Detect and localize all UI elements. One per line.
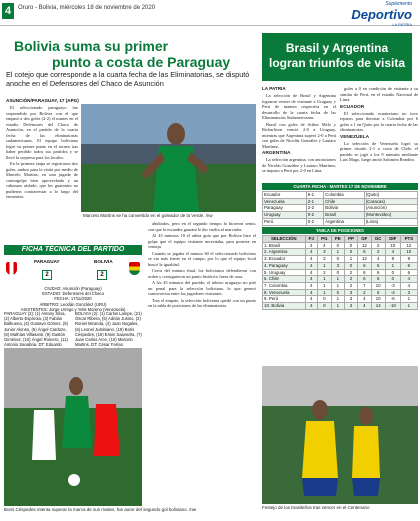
standings-cell: 0 bbox=[331, 269, 344, 276]
result-cell: (Lima) bbox=[364, 218, 417, 225]
standings-cell: 7. Colombia bbox=[263, 282, 306, 289]
standings-cell: 6 bbox=[358, 249, 372, 256]
paragraph: En la primera etapa se registraron dos goles, ambos para la visita por medio de Marcelo Martins, en una jugada de contragolpe bien aprovechada y un cabezazo aislado, que los guaraníes no pudieron contrarrestar a lo largo del encuentro. bbox=[6, 161, 78, 199]
result-cell: Paraguay bbox=[263, 205, 307, 212]
standings-cell: 1 bbox=[317, 262, 331, 269]
standings-cell: 10 bbox=[371, 296, 385, 303]
standings-cell: 6. Chile bbox=[263, 276, 306, 283]
standings-cell: -3 bbox=[385, 282, 400, 289]
result-cell: Chile bbox=[324, 198, 365, 205]
sidebar-column-1 bbox=[262, 93, 336, 179]
standings-cell: 2 bbox=[317, 269, 331, 276]
section-heading: ECUADOR bbox=[340, 104, 365, 110]
result-cell: 0-2 bbox=[306, 218, 323, 225]
column-header: DIF bbox=[385, 236, 400, 243]
paragraph: abultados, pero en el segundo tiempo lo hicieron sentir, con que la escuadra guaraní le dio vuelta al marcador. bbox=[148, 221, 256, 232]
standings-cell: 5. Uruguay bbox=[263, 269, 306, 276]
paragraph: Cuando se jugaba el minuto 60 el seleccionado boliviano se vio más fuerte en el campo, por lo que el equipo local buscó la igualdad. bbox=[148, 250, 256, 267]
standings-cell: 2. Argentina bbox=[263, 249, 306, 256]
ficha-city: CIUDAD: Asunción (Paraguay) bbox=[44, 286, 102, 291]
home-score: 2 bbox=[42, 270, 52, 280]
result-cell: Ecuador bbox=[263, 192, 307, 199]
ficha-teams bbox=[4, 256, 142, 286]
column-header: PG bbox=[317, 236, 331, 243]
ficha-info bbox=[4, 286, 142, 312]
standings-cell: 14 bbox=[371, 303, 385, 310]
standings-cell: -6 bbox=[385, 296, 400, 303]
paraguay-crest-icon bbox=[6, 262, 17, 275]
standings-cell: 1 bbox=[331, 296, 344, 303]
standings-cell: 4 bbox=[305, 249, 317, 256]
standings-cell: 3. Ecuador bbox=[263, 256, 306, 263]
standings-cell: 4 bbox=[400, 282, 417, 289]
ficha-stadium: ESTADIO: Defensores del Chaco bbox=[42, 291, 104, 297]
standings-cell: 4 bbox=[305, 289, 317, 296]
result-cell: (Asunción) bbox=[364, 205, 417, 212]
paragraph: Cerca del minuto final, los bolivianos defendieron con orden y consiguieron un punto histórico fuera de casa. bbox=[148, 268, 256, 279]
result-cell: Venezuela bbox=[263, 198, 307, 205]
sidebar-headline-line-2: logran triunfos de visita bbox=[268, 56, 406, 70]
standings-cell: 3 bbox=[344, 289, 357, 296]
result-cell: 2-2 bbox=[306, 205, 323, 212]
headline-line-2: punto a costa de Paraguay bbox=[52, 54, 231, 70]
paragraph: La selección argentina, con anotaciones de Nicolás González y Lautaro Martínez, se impuso a Perú por 2-0 en Lima. bbox=[262, 157, 336, 173]
photo-caption: Marcelo Martins se ha convertido en el goleador de la Verde. /nw bbox=[83, 213, 213, 218]
standings-row bbox=[263, 282, 418, 289]
page-info: Oruro - Bolivia, miércoles 18 de noviembre de 2020 bbox=[18, 5, 156, 11]
standings-cell: 2 bbox=[344, 276, 357, 283]
sidebar-column-2 bbox=[340, 86, 418, 179]
standings-cell: 4 bbox=[305, 262, 317, 269]
sidebar-headline-line-1: Brasil y Argentina bbox=[285, 41, 389, 55]
standings-cell: 1 bbox=[317, 276, 331, 283]
standings-cell: 1. Brasil bbox=[263, 242, 306, 249]
standings-cell: 4 bbox=[371, 256, 385, 263]
standings-cell: 2 bbox=[344, 269, 357, 276]
standings-cell: 12 bbox=[358, 242, 372, 249]
logo-main: Deportivo bbox=[351, 7, 412, 22]
logo-sub: LA PATRIA bbox=[392, 22, 412, 27]
standings-cell: 0 bbox=[385, 269, 400, 276]
standings-row bbox=[263, 249, 418, 256]
bottom-photo-caption: Boris Céspedes intenta superar la marca de sus rivales, fue autor del segundo gol boliviano. /nw bbox=[4, 507, 197, 512]
ficha-assistants: ASISTENTES: Jorge Urrego y Yelis Moreno (Venezuela) bbox=[20, 306, 126, 312]
photo-brazil-celebration bbox=[262, 366, 418, 504]
standings-cell: 2 bbox=[344, 282, 357, 289]
page-header bbox=[0, 0, 420, 26]
standings-cell: 6 bbox=[400, 262, 417, 269]
column-header: GC bbox=[371, 236, 385, 243]
standings-cell: 6 bbox=[358, 262, 372, 269]
result-cell: Perú bbox=[263, 218, 307, 225]
photo-boris-cespedes bbox=[4, 348, 142, 506]
standings-title: TABLA DE POSICIONES bbox=[262, 227, 418, 234]
standings-cell: 0 bbox=[385, 276, 400, 283]
result-cell: 0-2 bbox=[306, 212, 323, 219]
standings-cell: 6 bbox=[371, 289, 385, 296]
standings-cell: -10 bbox=[385, 303, 400, 310]
standings-cell: 2 bbox=[358, 289, 372, 296]
standings-cell: -4 bbox=[385, 289, 400, 296]
standings-cell: 3 bbox=[400, 289, 417, 296]
standings-row bbox=[263, 269, 418, 276]
standings-cell: 0 bbox=[344, 262, 357, 269]
standings-cell: 10 bbox=[371, 282, 385, 289]
standings-cell: 4 bbox=[305, 296, 317, 303]
standings-cell: 4 bbox=[305, 242, 317, 249]
standings-cell: 2 bbox=[371, 242, 385, 249]
column-header: GF bbox=[358, 236, 372, 243]
article-column-1 bbox=[6, 105, 78, 243]
article-column-2 bbox=[148, 221, 256, 506]
standings-cell: 6 bbox=[358, 276, 372, 283]
standings-cell: 4 bbox=[400, 276, 417, 283]
standings-cell: 1 bbox=[317, 282, 331, 289]
column-header: PE bbox=[331, 236, 344, 243]
standings-cell: 1 bbox=[331, 282, 344, 289]
standings-table bbox=[262, 235, 418, 310]
paragraph: La selección de Brasil y Argentina lograron vencer de visitante a Uruguay y Perú de manera respectiva en el desarrollo de la cuarta fecha de las Eliminatorias Sudamericanas. bbox=[262, 93, 336, 120]
result-cell: Colombia bbox=[324, 192, 365, 199]
standings-cell: 6 bbox=[371, 276, 385, 283]
standings-cell: 6 bbox=[358, 269, 372, 276]
standings-cell: 4. Paraguay bbox=[263, 262, 306, 269]
standings-cell: 4 bbox=[317, 242, 331, 249]
standings-cell: 0 bbox=[317, 296, 331, 303]
deck: El cotejo que corresponde a la cuarta fecha de las Eliminatorias, se disputó anoche en el Defensores del Chaco de Asunción bbox=[6, 70, 250, 88]
standings-cell: 12 bbox=[400, 242, 417, 249]
logo bbox=[351, 1, 412, 27]
standings-cell: 4 bbox=[305, 256, 317, 263]
away-team: BOLIVIA bbox=[94, 259, 113, 264]
result-row bbox=[263, 192, 418, 199]
standings-cell: 2 bbox=[371, 249, 385, 256]
standings-row bbox=[263, 303, 418, 310]
logo-sup: Suplemento bbox=[385, 1, 412, 7]
standings-row bbox=[263, 256, 418, 263]
standings-cell: 3 bbox=[317, 249, 331, 256]
away-score: 2 bbox=[97, 270, 107, 280]
home-team: PARAGUAY bbox=[34, 259, 60, 264]
paragraph: Brasil con goles de Arthur Melo y Richarlison venció 2-0 a Uruguay, mientras que Argentina superó 2-0 a Perú con goles de Nicolás González y Lautaro Martínez. bbox=[262, 121, 336, 149]
column-header: SELECCIÓN bbox=[263, 236, 306, 243]
column-header: PJ bbox=[305, 236, 317, 243]
paragraph: Tras el empate, la selección boliviana quedó con un punto en la tabla de posiciones de las eliminatorias. bbox=[148, 297, 256, 308]
ficha-title: FICHA TÉCNICA DEL PARTIDO bbox=[4, 245, 142, 255]
ficha-referee: ÁRBITRO: Leodán González (URU) bbox=[39, 301, 107, 307]
standings-cell: 0 bbox=[344, 242, 357, 249]
result-row bbox=[263, 198, 418, 205]
standings-cell: 1 bbox=[385, 262, 400, 269]
result-row bbox=[263, 218, 418, 225]
paragraph: Al 45 minutos 18 el atleta guía que por Bolivia hizo el golpe que el equipo visitante necesitaba, para ponerse en ventaja. bbox=[148, 233, 256, 249]
standings-cell: 1 bbox=[331, 249, 344, 256]
standings-cell: 0 bbox=[331, 242, 344, 249]
result-cell: (Caracas) bbox=[364, 198, 417, 205]
standings-cell: 7 bbox=[358, 282, 372, 289]
standings-cell: 6 bbox=[400, 269, 417, 276]
result-cell: (Quito) bbox=[364, 192, 417, 199]
standings-cell: 4 bbox=[305, 303, 317, 310]
standings-cell: 3 bbox=[344, 303, 357, 310]
paragraph: La selección de Venezuela logró su primer triunfo 2-1 a costa de Chile, el partido se jugó a los 9 minutos mediante Luis Mago, luego anotó Salomón Rondón. bbox=[340, 140, 418, 162]
table-header-row bbox=[263, 236, 418, 243]
photo-marcelo-martins bbox=[81, 104, 256, 212]
result-cell: Uruguay bbox=[263, 212, 307, 219]
lineup-text: PARAGUAY (2): (1) Antony Silva, (2) Alberto Espínola, (3) Fabián Balbuena, (4) Gustavo Gómez, (5) Junior Alonso, (6) Ángel Cardozo, (8) Mathías Villasanti, (9) Gastón Giménez, (10) Ángel Romero, (11) Antonio Sanabria. DT: Eduardo bbox=[4, 311, 69, 348]
section-heading: VENEZUELA bbox=[340, 134, 370, 140]
standings-row bbox=[263, 276, 418, 283]
standings-cell: 10. Bolivia bbox=[263, 303, 306, 310]
lineup-text: BOLIVIA (2): (1) Carlos Lampe, (21) Óscar Ribera, (5) Adrián Jusino, (2) Roniel Miranda, (4) Juan Nogales, (6) Leonel Justiniano, (19) Boris Céspedes, (16) Erwin Saavedra, (7) Juan Carlos Arce, (10) Marcelo Martins. DT: César Farías. bbox=[75, 311, 142, 348]
standings-row bbox=[263, 296, 418, 303]
result-cell: 2-1 bbox=[306, 198, 323, 205]
headline-line-1: Bolivia suma su primer bbox=[14, 38, 169, 54]
ficha-date: FECHA: 17/11/2020 bbox=[54, 296, 92, 302]
standings-cell: 3 bbox=[344, 296, 357, 303]
byline: ASUNCIÓN/PARAGUAY, 17 (APG) bbox=[6, 98, 79, 103]
standings-cell: 4 bbox=[358, 303, 372, 310]
standings-cell: 9 bbox=[400, 256, 417, 263]
standings-cell: 3 bbox=[331, 262, 344, 269]
standings-cell: 4 bbox=[358, 296, 372, 303]
standings-cell: 1 bbox=[331, 303, 344, 310]
paragraph: El seleccionado ecuatoriano no tuvo reparos para derrotar a Colombia por 6 goles a 1 en Quito por la cuarta fecha de las eliminatorias. bbox=[340, 110, 418, 132]
results-table bbox=[262, 191, 418, 226]
standings-cell: 4 bbox=[305, 269, 317, 276]
result-cell: Brasil bbox=[324, 212, 365, 219]
standings-cell: 0 bbox=[331, 289, 344, 296]
standings-cell: 8. Venezuela bbox=[263, 289, 306, 296]
column-header: PP bbox=[344, 236, 357, 243]
paragraph: El seleccionado paraguayo fue sorprendido por Bolivia con el que empató a dos goles (2-2) el martes en el estadio Defensores del Chaco de Asunción, en el partido de la cuarta fecha de las eliminatorias sudamericanas. El equipo boliviano logró su primer punto en el torneo tras haber perdido todos sus partidos y se llevó la sorpresa para los locales. bbox=[6, 105, 78, 160]
bolivia-crest-icon bbox=[129, 262, 140, 275]
standings-cell: 3 bbox=[317, 256, 331, 263]
sidebar-photo-caption: Festejo de los brasileños tras vencer en el Centenario bbox=[262, 505, 370, 510]
standings-cell: 1 bbox=[344, 256, 357, 263]
standings-cell: 1 bbox=[317, 289, 331, 296]
standings-cell: 10 bbox=[385, 242, 400, 249]
standings-row bbox=[263, 242, 418, 249]
standings-cell: 0 bbox=[317, 303, 331, 310]
standings-cell: 1 bbox=[331, 276, 344, 283]
standings-cell: 4 bbox=[385, 249, 400, 256]
standings-cell: 4 bbox=[305, 282, 317, 289]
sidebar-byline: LA PATRIA bbox=[262, 86, 286, 91]
results-title: CUARTA FECHA - MARTES 17 DE NOVIEMBRE bbox=[262, 183, 418, 190]
standings-cell: 0 bbox=[344, 249, 357, 256]
result-cell: Bolivia bbox=[324, 205, 365, 212]
paragraph: goles a 0 en condición de visitante a su similar de Perú, en el estadio Nacional de Lima. bbox=[340, 86, 418, 102]
column-header: PTS bbox=[400, 236, 417, 243]
standings-cell: 1 bbox=[400, 296, 417, 303]
result-cell: 6-1 bbox=[306, 192, 323, 199]
standings-cell: 8 bbox=[385, 256, 400, 263]
standings-cell: 6 bbox=[371, 269, 385, 276]
result-cell: (Montevideo) bbox=[364, 212, 417, 219]
standings-cell: 9. Perú bbox=[263, 296, 306, 303]
section-heading: ARGENTINA bbox=[262, 151, 291, 156]
standings-cell: 0 bbox=[331, 256, 344, 263]
result-row bbox=[263, 212, 418, 219]
standings-cell: 4 bbox=[305, 276, 317, 283]
result-row bbox=[263, 205, 418, 212]
standings-cell: 1 bbox=[400, 303, 417, 310]
result-cell: Argentina bbox=[324, 218, 365, 225]
standings-cell: 12 bbox=[358, 256, 372, 263]
sidebar-headline bbox=[262, 33, 412, 81]
paragraph: A los 45 minutos del partido, el árbitro uruguayo no pitó un penal para la selección boliviana, lo que generó controversia entre los jugadores visitantes. bbox=[148, 280, 256, 296]
standings-row bbox=[263, 262, 418, 269]
standings-row bbox=[263, 289, 418, 296]
page-number: 4 bbox=[2, 3, 14, 19]
standings-cell: 10 bbox=[400, 249, 417, 256]
standings-cell: 5 bbox=[371, 262, 385, 269]
